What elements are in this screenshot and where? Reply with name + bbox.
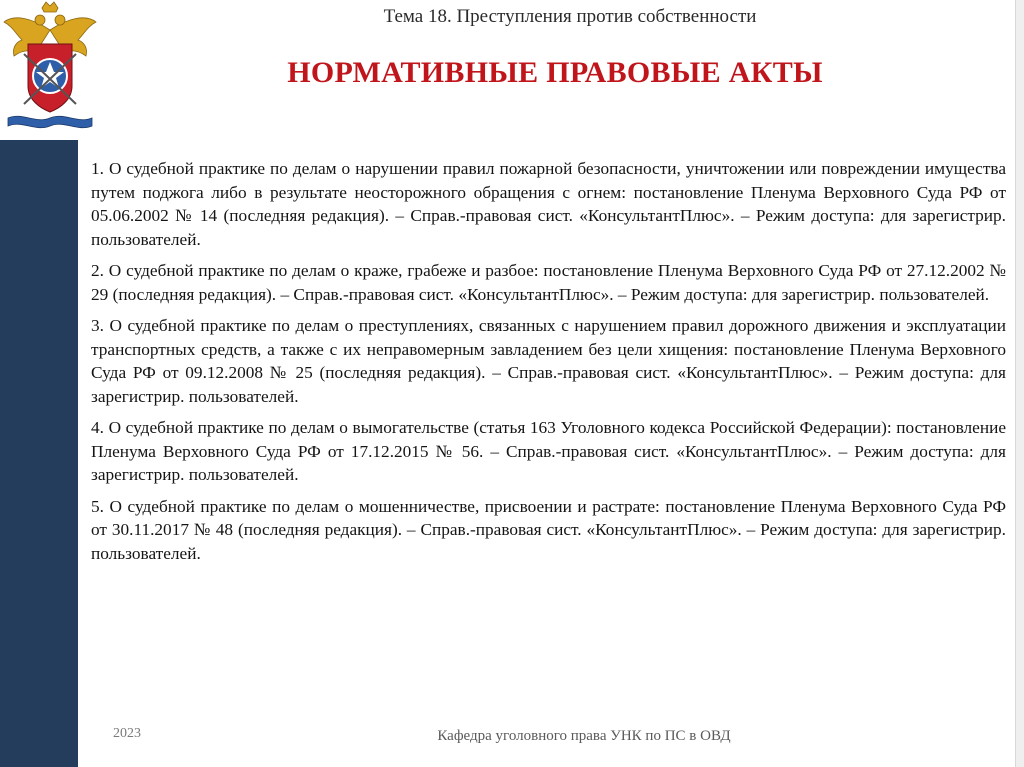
list-item: 2. О судебной практике по делам о краже, грабеже и разбое: постановление Пленума Верховного Суда РФ от 27.12.2002 № 29 (последняя редакция). – Справ.-правовая сист. «КонсультантПлюс». – Режим доступа: для зарегистрир. пользователей. — [91, 261, 1006, 304]
list-item: 3. О судебной практике по делам о преступлениях, связанных с нарушением правил дорожного движения и эксплуатации транспортных средств, а также с их неправомерным завладением без цели хищения: постановление Пленума Верховного Суда РФ от 09.12.2008 № 25 (последняя редакция). – Справ.-правовая сист. «КонсультантПлюс». – Режим доступа: для зарегистрир. пользователей. — [91, 316, 1006, 406]
slide-year: 2023 — [113, 726, 141, 741]
acts-list — [91, 157, 1006, 573]
list-item: 4. О судебной практике по делам о вымогательстве (статья 163 Уголовного кодекса Российской Федерации): постановление Пленума Верховного Суда РФ от 17.12.2015 № 56. – Справ.-правовая сист. «КонсультантПлюс». – Режим доступа: для зарегистрир. пользователей. — [91, 418, 1006, 484]
footer-department: Кафедра уголовного права УНК по ПС в ОВД — [437, 728, 731, 744]
emblem-icon — [2, 0, 98, 132]
slide-title: НОРМАТИВНЫЕ ПРАВОВЫЕ АКТЫ — [287, 56, 823, 89]
slide-edge — [1016, 0, 1024, 767]
list-item: 5. О судебной практике по делам о мошенничестве, присвоении и растрате: постановление Пленума Верховного Суда РФ от 30.11.2017 № 48 (последняя редакция). – Справ.-правовая сист. «КонсультантПлюс». – Режим доступа: для зарегистрир. пользователей. — [91, 496, 1006, 563]
list-item: 1. О судебной практике по делам о нарушении правил пожарной безопасности, уничтожении или повреждении имущества путем поджога либо в результате неосторожного обращения с огнем: постановление Пленума Верховного Суда РФ от 05.06.2002 № 14 (последняя редакция). – Справ.-правовая сист. «КонсультантПлюс». – Режим доступа: для зарегистрир. пользователей. — [91, 159, 1006, 249]
topic-subtitle: Тема 18. Преступления против собственности — [383, 6, 757, 27]
left-sidebar-bar — [0, 140, 78, 767]
